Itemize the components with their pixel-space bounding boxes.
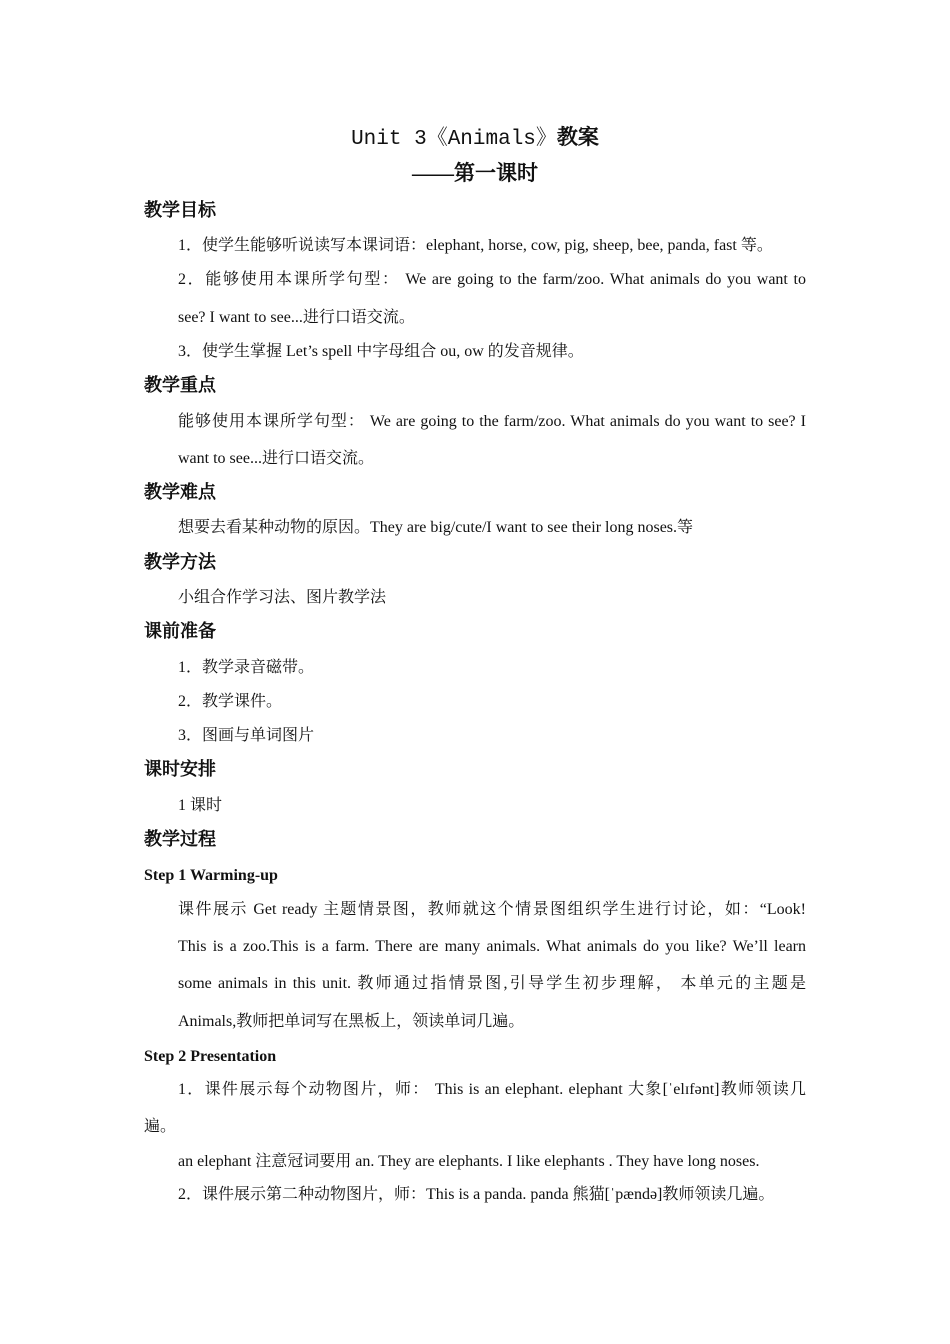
- step-title: Step 1 Warming-up: [144, 867, 278, 884]
- heading-process: 教学过程: [144, 829, 216, 850]
- step-line: some animals in this unit. 教师通过指情景图,引导学生初步理解， 本单元的主题是: [178, 975, 806, 992]
- objective-item: 3．使学生掌握 Let’s spell 中字母组合 ou, ow 的发音规律。: [178, 343, 584, 360]
- step-line: 1．课件展示每个动物图片，师： This is an elephant. elephant 大象[ˈelɪfənt]教师领读几: [178, 1081, 806, 1098]
- objective-item: 2．能够使用本课所学句型： We are going to the farm/zoo. What animals do you want to: [178, 271, 806, 288]
- key-points-line: 能够使用本课所学句型： We are going to the farm/zoo. What animals do you want to see? I: [178, 413, 806, 430]
- document-subtitle: ——第一课时: [412, 161, 538, 185]
- step-line: an elephant 注意冠词要用 an. They are elephants. I like elephants . They have long noses.: [178, 1153, 760, 1170]
- heading-preparation: 课前准备: [144, 621, 216, 642]
- heading-methods: 教学方法: [144, 552, 216, 573]
- schedule-line: 1 课时: [178, 797, 223, 814]
- step-line: This is a zoo.This is a farm. There are many animals. What animals do you like? We’ll learn: [178, 938, 806, 955]
- step-line: 遍。: [144, 1118, 177, 1135]
- preparation-item: 2．教学课件。: [178, 693, 283, 710]
- objective-item-continued: see? I want to see...进行口语交流。: [178, 309, 415, 326]
- step-title: Step 2 Presentation: [144, 1048, 277, 1065]
- heading-key-points: 教学重点: [144, 375, 216, 396]
- key-points-line: want to see...进行口语交流。: [178, 450, 374, 467]
- step-line: 课件展示 Get ready 主题情景图，教师就这个情景图组织学生进行讨论，如：“Look!: [178, 901, 806, 918]
- title-suffix: 教案: [556, 125, 599, 149]
- objective-item: 1．使学生能够听说读写本课词语：elephant, horse, cow, pig, sheep, bee, panda, fast 等。: [178, 237, 773, 254]
- title-unit: Unit 3《Animals》: [351, 128, 557, 151]
- difficulties-line: 想要去看某种动物的原因。They are big/cute/I want to see their long noses.等: [178, 519, 694, 536]
- heading-schedule: 课时安排: [144, 759, 216, 780]
- step-line: Animals,教师把单词写在黑板上，领读单词几遍。: [178, 1013, 525, 1030]
- document-title: [0, 124, 950, 153]
- heading-difficulties: 教学难点: [144, 482, 216, 503]
- methods-line: 小组合作学习法、图片教学法: [178, 589, 387, 606]
- preparation-item: 3．图画与单词图片: [178, 727, 315, 744]
- step-line: 2．课件展示第二种动物图片，师：This is a panda. panda 熊猫[ˈpændə]教师领读几遍。: [178, 1186, 775, 1203]
- preparation-item: 1．教学录音磁带。: [178, 659, 315, 676]
- heading-objectives: 教学目标: [144, 200, 216, 221]
